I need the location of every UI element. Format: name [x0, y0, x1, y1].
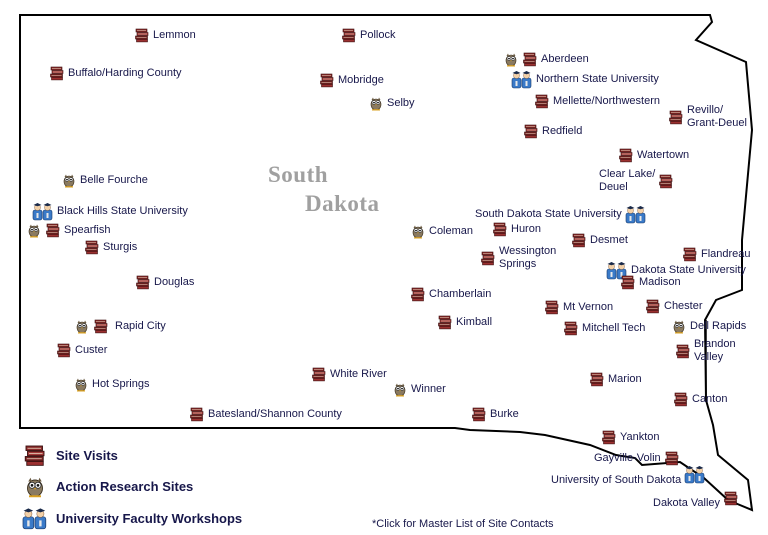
books-icon [675, 343, 691, 359]
place-rapid-city[interactable]: Rapid City [74, 318, 166, 334]
place-buffalo-harding-county[interactable]: Buffalo/Harding County [49, 65, 182, 81]
books-icon [134, 27, 150, 43]
books-icon [20, 443, 50, 467]
books-icon [673, 391, 689, 407]
place-yankton[interactable]: Yankton [601, 429, 660, 445]
books-icon [480, 250, 496, 266]
graduates-icon [32, 201, 54, 221]
place-redfield[interactable]: Redfield [523, 123, 582, 139]
books-icon [49, 65, 65, 81]
place-kimball[interactable]: Kimball [437, 314, 492, 330]
place-aberdeen[interactable]: Aberdeen [503, 51, 589, 67]
place-dell-rapids[interactable]: Dell Rapids [671, 318, 746, 334]
place-mt-vernon[interactable]: Mt Vernon [544, 299, 613, 315]
place-spearfish[interactable]: Spearfish [26, 222, 110, 238]
place-mellette-northwestern[interactable]: Mellette/Northwestern [534, 93, 660, 109]
books-icon [341, 27, 357, 43]
place-university-of-south-dakota[interactable]: University of South Dakota [551, 460, 706, 487]
place-marion[interactable]: Marion [589, 371, 642, 387]
place-dakota-valley[interactable]: Dakota Valley [653, 485, 739, 510]
master-list-link[interactable]: *Click for Master List of Site Contacts [372, 518, 554, 530]
graduates-icon [625, 204, 647, 224]
books-icon [410, 286, 426, 302]
books-icon [563, 320, 579, 336]
graduates-icon [20, 506, 50, 530]
owl-icon [74, 318, 90, 334]
books-icon [437, 314, 453, 330]
place-madison[interactable]: Madison [620, 274, 681, 290]
place-pollock[interactable]: Pollock [341, 27, 395, 43]
books-icon [56, 342, 72, 358]
place-custer[interactable]: Custer [56, 342, 107, 358]
place-chester[interactable]: Chester [645, 298, 703, 314]
place-hot-springs[interactable]: Hot Springs [73, 376, 149, 392]
state-title-line2: Dakota [305, 191, 380, 216]
owl-icon [671, 318, 687, 334]
owl-icon [61, 172, 77, 188]
place-mitchell-tech[interactable]: Mitchell Tech [563, 320, 645, 336]
place-huron[interactable]: Huron [492, 221, 541, 237]
books-icon [571, 232, 587, 248]
place-canton[interactable]: Canton [673, 391, 727, 407]
place-belle-fourche[interactable]: Belle Fourche [61, 172, 148, 188]
owl-icon [410, 223, 426, 239]
owl-icon [368, 95, 384, 111]
graduates-icon [511, 69, 533, 89]
place-gayville-volin[interactable]: Gayville-Volin [594, 450, 680, 466]
place-clear-lake-deuel[interactable]: Clear Lake/ Deuel [599, 168, 674, 194]
books-icon [319, 72, 335, 88]
place-winner[interactable]: Winner [392, 381, 446, 397]
books-icon [534, 93, 550, 109]
legend-university-faculty-workshops: University Faculty Workshops [20, 506, 242, 530]
books-icon [189, 406, 205, 422]
place-douglas[interactable]: Douglas [135, 274, 194, 290]
books-icon [668, 109, 684, 125]
place-selby[interactable]: Selby [368, 95, 415, 111]
place-lemmon[interactable]: Lemmon [134, 27, 196, 43]
place-batesland-shannon-county[interactable]: Batesland/Shannon County [189, 406, 342, 422]
owl-icon [73, 376, 89, 392]
books-icon [645, 298, 661, 314]
place-desmet[interactable]: Desmet [571, 232, 628, 248]
books-icon [93, 318, 109, 334]
books-icon [601, 429, 617, 445]
place-south-dakota-state-university[interactable]: South Dakota State University [475, 204, 647, 224]
graduates-icon [684, 464, 706, 484]
owl-icon [20, 474, 50, 498]
books-icon [723, 490, 739, 506]
place-chamberlain[interactable]: Chamberlain [410, 286, 491, 302]
books-icon [523, 123, 539, 139]
books-icon [471, 406, 487, 422]
legend-action-research-sites: Action Research Sites [20, 474, 193, 498]
legend-site-visits: Site Visits [20, 443, 118, 467]
books-icon [45, 222, 61, 238]
books-icon [620, 274, 636, 290]
books-icon [311, 366, 327, 382]
state-title-line1: South [268, 162, 329, 187]
place-black-hills-state-university[interactable]: Black Hills State University [32, 201, 188, 221]
place-mobridge[interactable]: Mobridge [319, 72, 384, 88]
books-icon [544, 299, 560, 315]
place-brandon-valley[interactable]: Brandon Valley [675, 338, 736, 364]
place-dakota-state-university[interactable]: Dakota State University [606, 260, 746, 280]
place-flandreau[interactable]: Flandreau [682, 246, 751, 262]
books-icon [522, 51, 538, 67]
books-icon [618, 147, 634, 163]
owl-icon [392, 381, 408, 397]
books-icon [658, 173, 674, 189]
place-watertown[interactable]: Watertown [618, 147, 689, 163]
books-icon [135, 274, 151, 290]
place-burke[interactable]: Burke [471, 406, 519, 422]
place-coleman[interactable]: Coleman [410, 223, 473, 239]
place-northern-state-university[interactable]: Northern State University [511, 69, 659, 89]
books-icon [589, 371, 605, 387]
place-wessington-springs[interactable]: Wessington Springs [480, 245, 556, 271]
owl-icon [26, 222, 42, 238]
place-revillo-grant-deuel[interactable]: Revillo/ Grant-Deuel [668, 104, 747, 130]
owl-icon [503, 51, 519, 67]
place-sturgis[interactable]: Sturgis [84, 239, 137, 255]
books-icon [492, 221, 508, 237]
place-white-river[interactable]: White River [311, 366, 387, 382]
books-icon [84, 239, 100, 255]
